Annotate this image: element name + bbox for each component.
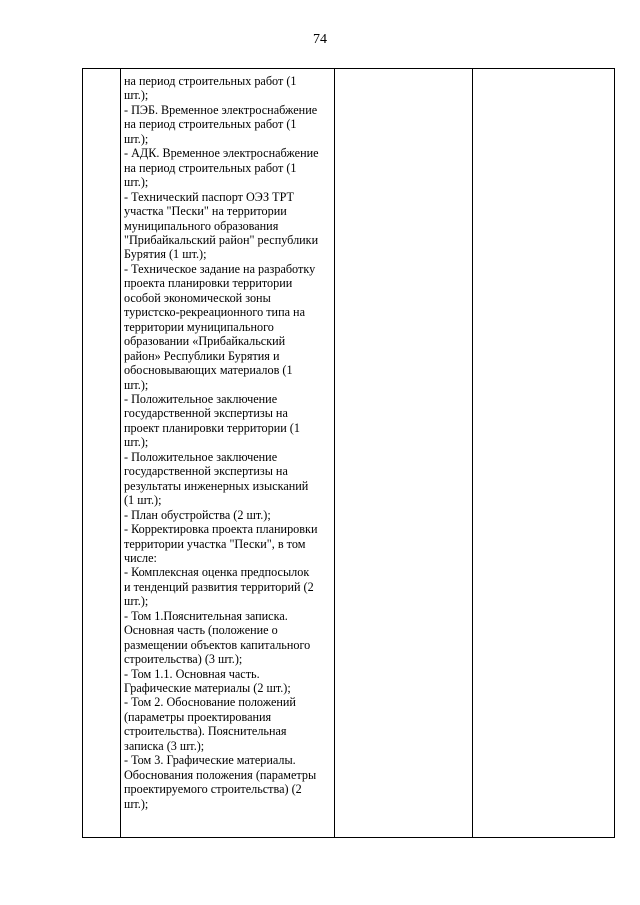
description-line: территории участка "Пески", в том [124,536,306,551]
description-line: на период строительных работ (1 [124,160,297,175]
table-cell-empty [335,69,473,838]
description-line: - План обустройства (2 шт.); [124,507,271,522]
description-line: (1 шт.); [124,493,162,508]
table-cell-number [83,69,121,838]
description-line: - Техническое задание на разработку [124,261,316,276]
description-line: на период строительных работ (1 [124,117,297,132]
description-line: на период строительных работ (1 [124,74,297,88]
description-line: Основная часть (положение о [124,623,278,638]
description-line: район» Республики Бурятия и [124,348,280,363]
description-line: - Том 1.1. Основная часть. [124,666,260,681]
description-line: результаты инженерных изысканий [124,478,309,493]
description-line: муниципального образования [124,218,279,233]
description-line: шт.); [124,594,149,609]
description-line: образовании «Прибайкальский [124,334,286,349]
description-line: записка (3 шт.); [124,738,205,753]
description-line: - Положительное заключение [124,449,278,464]
description-line: - Корректировка проекта планировки [124,522,318,537]
description-line: шт.); [124,435,149,450]
description-line: строительства). Пояснительная [124,724,287,739]
page-number: 74 [313,32,327,47]
description-line: участка "Пески" на территории [124,204,287,219]
description-text [121,69,334,811]
description-line: - Том 3. Графические материалы. [124,753,296,768]
description-line: размещении объектов капитального [124,637,311,652]
table-cell-description [121,69,335,838]
description-line: проекта планировки территории [124,276,293,291]
description-line: - АДК. Временное электроснабжение [124,146,319,161]
description-line: Графические материалы (2 шт.); [124,681,291,696]
description-line: государственной экспертизы на [124,464,288,479]
description-line: Обоснования положения (параметры [124,767,317,782]
description-line: числе: [124,550,157,565]
description-line: проектируемого строительства) (2 [124,782,302,797]
description-line: Бурятия (1 шт.); [124,247,207,262]
table-row [83,69,615,838]
table-cell-empty [473,69,615,838]
description-line: проект планировки территории (1 [124,420,300,435]
description-line: туристско-рекреационного типа на [124,305,305,320]
description-line: "Прибайкальский район" республики [124,232,319,247]
description-line: шт.); [124,88,149,103]
description-line: и тенденций развития территорий (2 [124,579,314,594]
description-line: - Комплексная оценка предпосылок [124,565,310,580]
description-line: шт.); [124,175,149,190]
description-line: шт.); [124,796,149,811]
description-line: строительства) (3 шт.); [124,652,243,667]
description-line: - ПЭБ. Временное электроснабжение [124,102,318,117]
description-line: - Том 2. Обоснование положений [124,695,296,710]
description-line: обосновывающих материалов (1 [124,363,293,378]
description-line: - Том 1.Пояснительная записка. [124,608,288,623]
description-line: шт.); [124,131,149,146]
document-table [82,68,615,838]
description-line: (параметры проектирования [124,709,272,724]
description-line: государственной экспертизы на [124,406,288,421]
description-line: шт.); [124,377,149,392]
description-line: - Технический паспорт ОЭЗ ТРТ [124,189,294,204]
description-line: особой экономической зоны [124,290,271,305]
description-line: - Положительное заключение [124,391,278,406]
description-line: территории муниципального [124,319,274,334]
